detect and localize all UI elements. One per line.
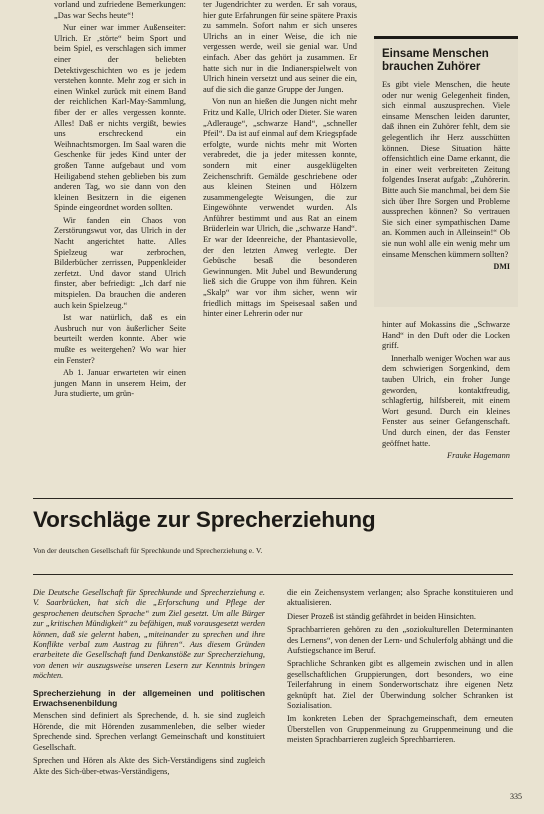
paragraph: Im konkreten Leben der Sprachgemeinschaft, dem erneuten Überstellen von Gruppenmeinung zu Gruppenmeinung und die meisten Sprachbarrieren zugleich Sprechbarrieren. <box>287 714 513 745</box>
paragraph: Von nun an hießen die Jungen nicht mehr Fritz und Kalle, Ulrich oder Dieter. Sie waren „Adlerauge“, „schwarze Hand“, „schneller Pfeil“. Da ist auf einmal auf dem Kriegspfade erfolgte, wurde nichts mehr mit Worten verabredet, die ja jeder mitessen konnte, sondern mit einer ausgeklügelten Zeichenschrift. Gemälde geschriebene oder aus kleinen Steinen und Hölzern zusammengelegte Weisungen, die zur Eingewöhnte verwendet wurden. Als Anführer bestimmt und aus Rat an einem Brüderlein war Ulrich, die „schwarze Hand“. Er war der Ideenreiche, der Phantasievolle, der den letzten Anweg verlegte. Der Gebüsche besaß die besonderen Gewinnungen. Mit Jubel und Bewunderung ließ sich die Gruppe von ihm führen. Kein „Skalp“ war vor ihm sicher, wenn wir friedlich mittags im Speisesaal saßen und hinter einer Lehrerin oder nur <box>203 97 357 319</box>
paragraph: Nur einer war immer Außenseiter: Ulrich. Er ‚störte“ beim Sport und beim Spiel, es verschlagen sich immer einer der beliebten Detektivgeschichten wo es je jedem verstehen konnte. Mehr zog er sich in einen Winkel zurück mit einem Band der reichlichen Karl-May-Sammlung, fiber der er alles vergessen konnte. Alles! Daß er nichts vergißt, bewies uns erschreckend ein Weihnachtsmorgen. Im Saal waren die Geschenke für jedes Kind unter der großen Tanne aufgebaut und vom Heiligabend stehen geblieben bis zum anderen Tag, wo sie dann von den kleinen Besitzern in die eigenen Spinde eingeordnet worden sollten. <box>54 23 186 213</box>
sidebar-body: Es gibt viele Menschen, die heute oder nur wenig Gelegenheit finden, sich einmal auszusprechen. Viele einsame Menschen leiden darunter, daß ihnen ein Zuhörer fehlt, dem sie gelegentlich ihr Herz ausschütten können. Diese Situation hätte offensichtlich eine Dame erkannt, die in einer weit verbreiteten Zeitung folgendes Inserat aufgab: „Zuhörerin. Bitte auch Sie manchmal, bei dem Sie sich über Ihre Sorgen und Probleme aussprechen können? So vertrauen Sie sich einer sympathischen Dame an. Kommen auch in Alleinsein!“ Ob sie nun wohl alle ein wenig mehr um einsame Menschen kümmern sollten? <box>382 80 510 259</box>
divider <box>33 574 513 575</box>
sidebar-signature: DMI <box>493 262 510 272</box>
paragraph: Sprachliche Schranken gibt es allgemein zwischen und in allen gesellschaftlichen Gruppierungen, dort besonders, wo eine Teilerfahrung in einem Sonderwortschatz ihre eigenen Netz geknüpft hat. Ziel der Überwindung solcher Schranken ist Sozialisation. <box>287 659 513 711</box>
paragraph: die ein Zeichensystem verlangen; also Sprache konstituieren und aktualisieren. <box>287 588 513 608</box>
paragraph: Menschen sind definiert als Sprechende, d. h. sie sind zugleich Hörende, die mit Hörenden zusammenleben, die selber wieder Sprechende sind. Sprechen verlangt Gemeinschaft und konstituiert Gesellschaft. <box>33 711 265 752</box>
sidebar-column <box>382 2 510 273</box>
article-column-2 <box>287 588 513 749</box>
paragraph: Wir fanden ein Chaos von Zerstörungswut vor, das Ulrich in der Nacht angerichtet hatte. Alles Spielzeug war zerbrochen, Bilderbücher zerrissen, Puppenkleider zerfetzt. Und davor stand Ulrich finster, aber befriedigt: „Ich darf nie mitspielen. Da brauchen die anderen auch kein Spielzeug.“ <box>54 215 186 310</box>
article-title: Vorschläge zur Sprecherziehung <box>33 507 376 532</box>
paragraph: Sprachbarrieren gehören zu den „soziokulturellen Determinanten des Lernens“, von denen der Lern- und Schulerfolg abhängt und die Aufstiegschance im Beruf. <box>287 625 513 656</box>
paragraph: Ab 1. Januar erwarteten wir einen jungen Mann in unserem Heim, der Jura studierte, um grün- <box>54 368 186 399</box>
page-number: 335 <box>510 792 522 801</box>
paragraph: ter Jugendrichter zu werden. Er sah voraus, hier gute Erfahrungen für seine spätere Praxis zu sammeln. Sofort nahm er sich unseres Ulrichs an in einer Weise, die ich nie vergessen werde, weil sie genial war. Und einfach. Aber das gehört ja zusammen. Er hatte sich nur in die Indianerspielwelt von Ulrich hinein versetzt und aus seiner die ein, auf die sich die ganze Gruppe der Jungen. <box>203 0 357 94</box>
paragraph: Sprechen und Hören als Akte des Sich-Verständigens sind zugleich Akte des Sich-über-etwas-Verständigens, <box>33 756 265 776</box>
paragraph: hinter auf Mokassins die „Schwarze Hand“ in den Duft oder die Locken griff. <box>382 320 510 351</box>
paragraph: Ist war natürlich, daß es ein Ausbruch nur von äußerlicher Seite beurteilt werden konnte. Aber wie mußte es weitergehen? Wo war hier ein Fenster? <box>54 313 186 365</box>
sidebar-title: Einsame Menschen brauchen Zuhörer <box>382 48 489 73</box>
paragraph: Innerhalb weniger Wochen war aus dem schwierigen Sorgenkind, dem tauben Ulrich, ein froher Junge geworden, kontaktfreudig, schlagfertig, hilfsbereit, mit einem Wort gesund. Durch ein kleines Fenster aus seiner Gefangenschaft. Und durch einen, der das Fenster geöffnet hatte. <box>382 353 510 448</box>
story-column-1 <box>54 0 186 402</box>
article-byline: Von der deutschen Gesellschaft für Sprechkunde und Sprecherziehung e. V. <box>33 546 263 555</box>
story-column-3 <box>382 320 510 462</box>
article-column-1 <box>33 588 265 780</box>
divider <box>33 498 513 499</box>
paragraph: Dieser Prozeß ist ständig gefährdet in beiden Hinsichten. <box>287 611 476 621</box>
story-column-2 <box>203 0 357 322</box>
author-signature: Frauke Hagemann <box>446 451 510 461</box>
article-intro: Die Deutsche Gesellschaft für Sprechkunde und Sprecherziehung e. V. Saarbrücken, hat sich die „Erforschung und Pflege der gesprochenen deutschen Sprache“ zum Ziel gesetzt. Um alle Bürger zur „kritischen Mündigkeit“ zu befähigen, muß vorausgesetzt werden können, daß sie gelernt haben, „miteinander zu sprechen und ihre Konflikte verbal zum Austrag zu führen“. Aus diesem Gründen erarbeitete die Gesellschaft fund Denkanstöße zur Sprecherziehung, von denen wir auszugsweise unseren Lesern zur Kenntnis bringen möchten. <box>33 588 265 681</box>
paragraph: vorland und zufriedene Bemerkungen: „Das war Sechs heute“! <box>54 0 186 20</box>
section-heading: Sprecherziehung in der allgemeinen und politischen Erwachsenenbildung <box>33 687 265 709</box>
